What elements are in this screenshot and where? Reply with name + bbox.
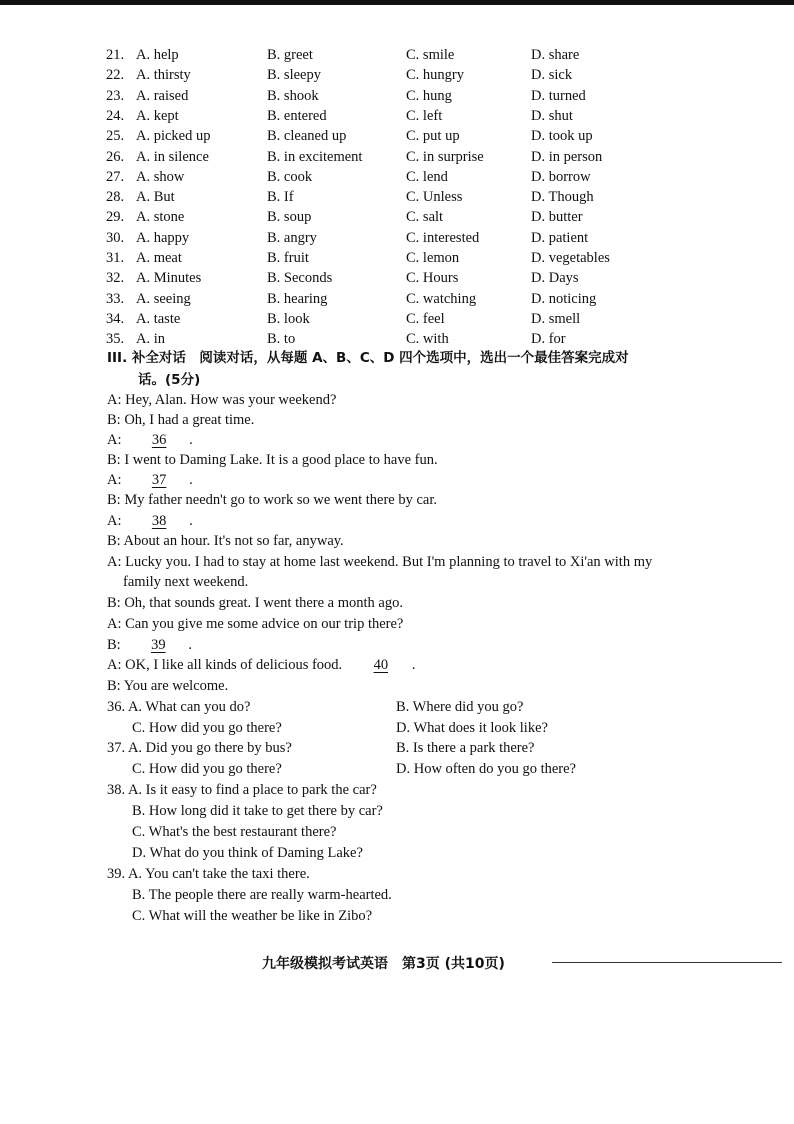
option-36-b: B. Where did you go? bbox=[396, 699, 524, 715]
dialogue-line-blank-37 bbox=[107, 471, 193, 489]
option-a: A. show bbox=[136, 168, 185, 185]
option-38-d: D. What do you think of Daming Lake? bbox=[132, 845, 363, 861]
option-a: A. in bbox=[136, 331, 165, 348]
question-number: 34. bbox=[106, 310, 125, 327]
option-c: C. feel bbox=[406, 310, 445, 327]
speaker-label: A: bbox=[107, 513, 122, 529]
section-3-title-line1: III. 补全对话 阅读对话，从每题 A、B、C、D 四个选项中，选出一个最佳答案完成对 bbox=[107, 350, 629, 366]
option-a: A. taste bbox=[136, 310, 181, 327]
option-d: D. shut bbox=[531, 107, 573, 124]
dialogue-line: B: Oh, I had a great time. bbox=[107, 412, 255, 428]
option-37-b: B. Is there a park there? bbox=[396, 740, 535, 756]
option-37-c: C. How did you go there? bbox=[132, 761, 282, 777]
option-b: B. hearing bbox=[267, 290, 328, 307]
dialogue-line: B: You are welcome. bbox=[107, 678, 229, 694]
option-36-c: C. How did you go there? bbox=[132, 720, 282, 736]
dialogue-line-continuation: family next weekend. bbox=[123, 574, 249, 590]
option-b: B. in excitement bbox=[267, 148, 363, 165]
option-b: B. cook bbox=[267, 168, 313, 185]
option-38-a: 38. A. Is it easy to find a place to park the car? bbox=[107, 782, 377, 798]
question-number: 35. bbox=[106, 331, 125, 348]
option-c: C. with bbox=[406, 331, 449, 348]
option-a: A. But bbox=[136, 189, 175, 206]
answer-blank-38: 38 bbox=[151, 513, 167, 529]
option-37-d: D. How often do you go there? bbox=[396, 761, 576, 777]
punctuation: . bbox=[411, 657, 416, 673]
option-d: D. vegetables bbox=[531, 250, 610, 266]
dialogue-line: B: I went to Daming Lake. It is a good place to have fun. bbox=[107, 452, 438, 468]
option-a: A. help bbox=[136, 47, 179, 63]
option-d: D. share bbox=[531, 47, 580, 63]
option-39-c: C. What will the weather be like in Zibo? bbox=[132, 908, 373, 924]
option-36-a: 36. A. What can you do? bbox=[107, 699, 251, 715]
option-b: B. soup bbox=[267, 209, 312, 226]
option-d: D. patient bbox=[531, 229, 589, 246]
option-a: A. Minutes bbox=[136, 270, 202, 287]
option-c: C. interested bbox=[406, 229, 480, 246]
speaker-label: B: bbox=[107, 637, 121, 653]
option-c: C. Unless bbox=[406, 189, 463, 206]
punctuation: . bbox=[188, 637, 192, 653]
option-b: B. If bbox=[267, 189, 294, 206]
dialogue-text: A: OK, I like all kinds of delicious food. bbox=[107, 657, 343, 673]
dialogue-line-blank-38 bbox=[107, 512, 193, 530]
question-number: 22. bbox=[106, 67, 125, 84]
question-number: 27. bbox=[106, 168, 125, 185]
punctuation: . bbox=[189, 513, 193, 529]
option-d: D. borrow bbox=[531, 168, 591, 185]
option-b: B. cleaned up bbox=[267, 128, 347, 145]
question-number: 29. bbox=[106, 209, 125, 226]
option-d: D. turned bbox=[531, 87, 586, 104]
option-d: D. for bbox=[531, 331, 566, 348]
dialogue-line: B: Oh, that sounds great. I went there a month ago. bbox=[107, 595, 403, 611]
option-36-d: D. What does it look like? bbox=[396, 720, 548, 736]
option-39-a: 39. A. You can't take the taxi there. bbox=[107, 866, 310, 882]
punctuation: . bbox=[189, 432, 193, 448]
option-a: A. happy bbox=[136, 229, 190, 246]
question-number: 31. bbox=[106, 250, 125, 266]
option-c: C. hungry bbox=[406, 67, 464, 84]
option-d: D. smell bbox=[531, 310, 581, 327]
option-38-b: B. How long did it take to get there by car? bbox=[132, 803, 383, 819]
option-38-c: C. What's the best restaurant there? bbox=[132, 824, 337, 840]
option-d: D. Days bbox=[531, 270, 579, 287]
dialogue-line-blank-40 bbox=[107, 656, 415, 674]
question-number: 24. bbox=[106, 107, 125, 124]
option-c: C. lemon bbox=[406, 250, 460, 266]
option-b: B. sleepy bbox=[267, 67, 321, 84]
dialogue-line-blank-39 bbox=[107, 636, 192, 654]
option-b: B. to bbox=[267, 331, 296, 348]
question-number: 26. bbox=[106, 148, 125, 165]
question-number: 23. bbox=[106, 87, 125, 104]
option-b: B. shook bbox=[267, 87, 319, 104]
option-a: A. meat bbox=[136, 250, 182, 266]
option-b: B. entered bbox=[267, 107, 327, 124]
option-a: A. raised bbox=[136, 87, 189, 104]
question-number: 32. bbox=[106, 270, 125, 287]
option-c: C. salt bbox=[406, 209, 444, 226]
dialogue-line: B: My father needn't go to work so we went there by car. bbox=[107, 492, 437, 508]
dialogue-line: A: Can you give me some advice on our trip there? bbox=[107, 616, 404, 632]
speaker-label: A: bbox=[107, 432, 122, 448]
option-c: C. Hours bbox=[406, 270, 459, 287]
option-b: B. greet bbox=[267, 47, 313, 63]
question-number: 21. bbox=[106, 47, 125, 63]
dialogue-line: A: Hey, Alan. How was your weekend? bbox=[107, 392, 337, 408]
option-a: A. picked up bbox=[136, 128, 211, 145]
answer-blank-36: 36 bbox=[151, 432, 167, 448]
option-b: B. Seconds bbox=[267, 270, 333, 287]
option-d: D. noticing bbox=[531, 290, 597, 307]
option-d: D. sick bbox=[531, 67, 573, 84]
speaker-label: A: bbox=[107, 472, 122, 488]
option-b: B. fruit bbox=[267, 250, 309, 266]
question-number: 30. bbox=[106, 229, 125, 246]
question-number: 33. bbox=[106, 290, 125, 307]
option-d: D. butter bbox=[531, 209, 583, 226]
punctuation: . bbox=[189, 472, 193, 488]
option-a: A. thirsty bbox=[136, 67, 191, 84]
dialogue-line: A: Lucky you. I had to stay at home last weekend. But I'm planning to travel to Xi'an with my bbox=[107, 554, 653, 570]
question-number: 25. bbox=[106, 128, 125, 145]
option-d: D. Though bbox=[531, 189, 594, 206]
option-c: C. put up bbox=[406, 128, 460, 145]
option-37-a: 37. A. Did you go there by bus? bbox=[107, 740, 292, 756]
answer-blank-37: 37 bbox=[151, 472, 167, 488]
footer-rule bbox=[552, 962, 782, 963]
answer-blank-40: 40 bbox=[373, 657, 389, 673]
option-39-b: B. The people there are really warm-hearted. bbox=[132, 887, 392, 903]
question-number: 28. bbox=[106, 189, 125, 206]
page-footer: 九年级模拟考试英语 第3页 (共10页) bbox=[262, 956, 505, 972]
option-c: C. smile bbox=[406, 47, 455, 63]
option-b: B. angry bbox=[267, 229, 317, 246]
option-c: C. hung bbox=[406, 87, 452, 104]
option-c: C. left bbox=[406, 107, 443, 124]
option-d: D. took up bbox=[531, 128, 593, 145]
dialogue-line-blank-36 bbox=[107, 431, 193, 449]
answer-blank-39: 39 bbox=[151, 637, 166, 653]
option-c: C. in surprise bbox=[406, 148, 484, 165]
option-a: A. seeing bbox=[136, 290, 191, 307]
option-c: C. lend bbox=[406, 168, 448, 185]
option-a: A. kept bbox=[136, 107, 179, 124]
option-b: B. look bbox=[267, 310, 310, 327]
option-c: C. watching bbox=[406, 290, 477, 307]
option-a: A. stone bbox=[136, 209, 185, 226]
option-d: D. in person bbox=[531, 148, 603, 165]
option-a: A. in silence bbox=[136, 148, 209, 165]
section-3-title-line2: 话。(5分) bbox=[138, 372, 201, 388]
dialogue-line: B: About an hour. It's not so far, anyway. bbox=[107, 533, 344, 549]
